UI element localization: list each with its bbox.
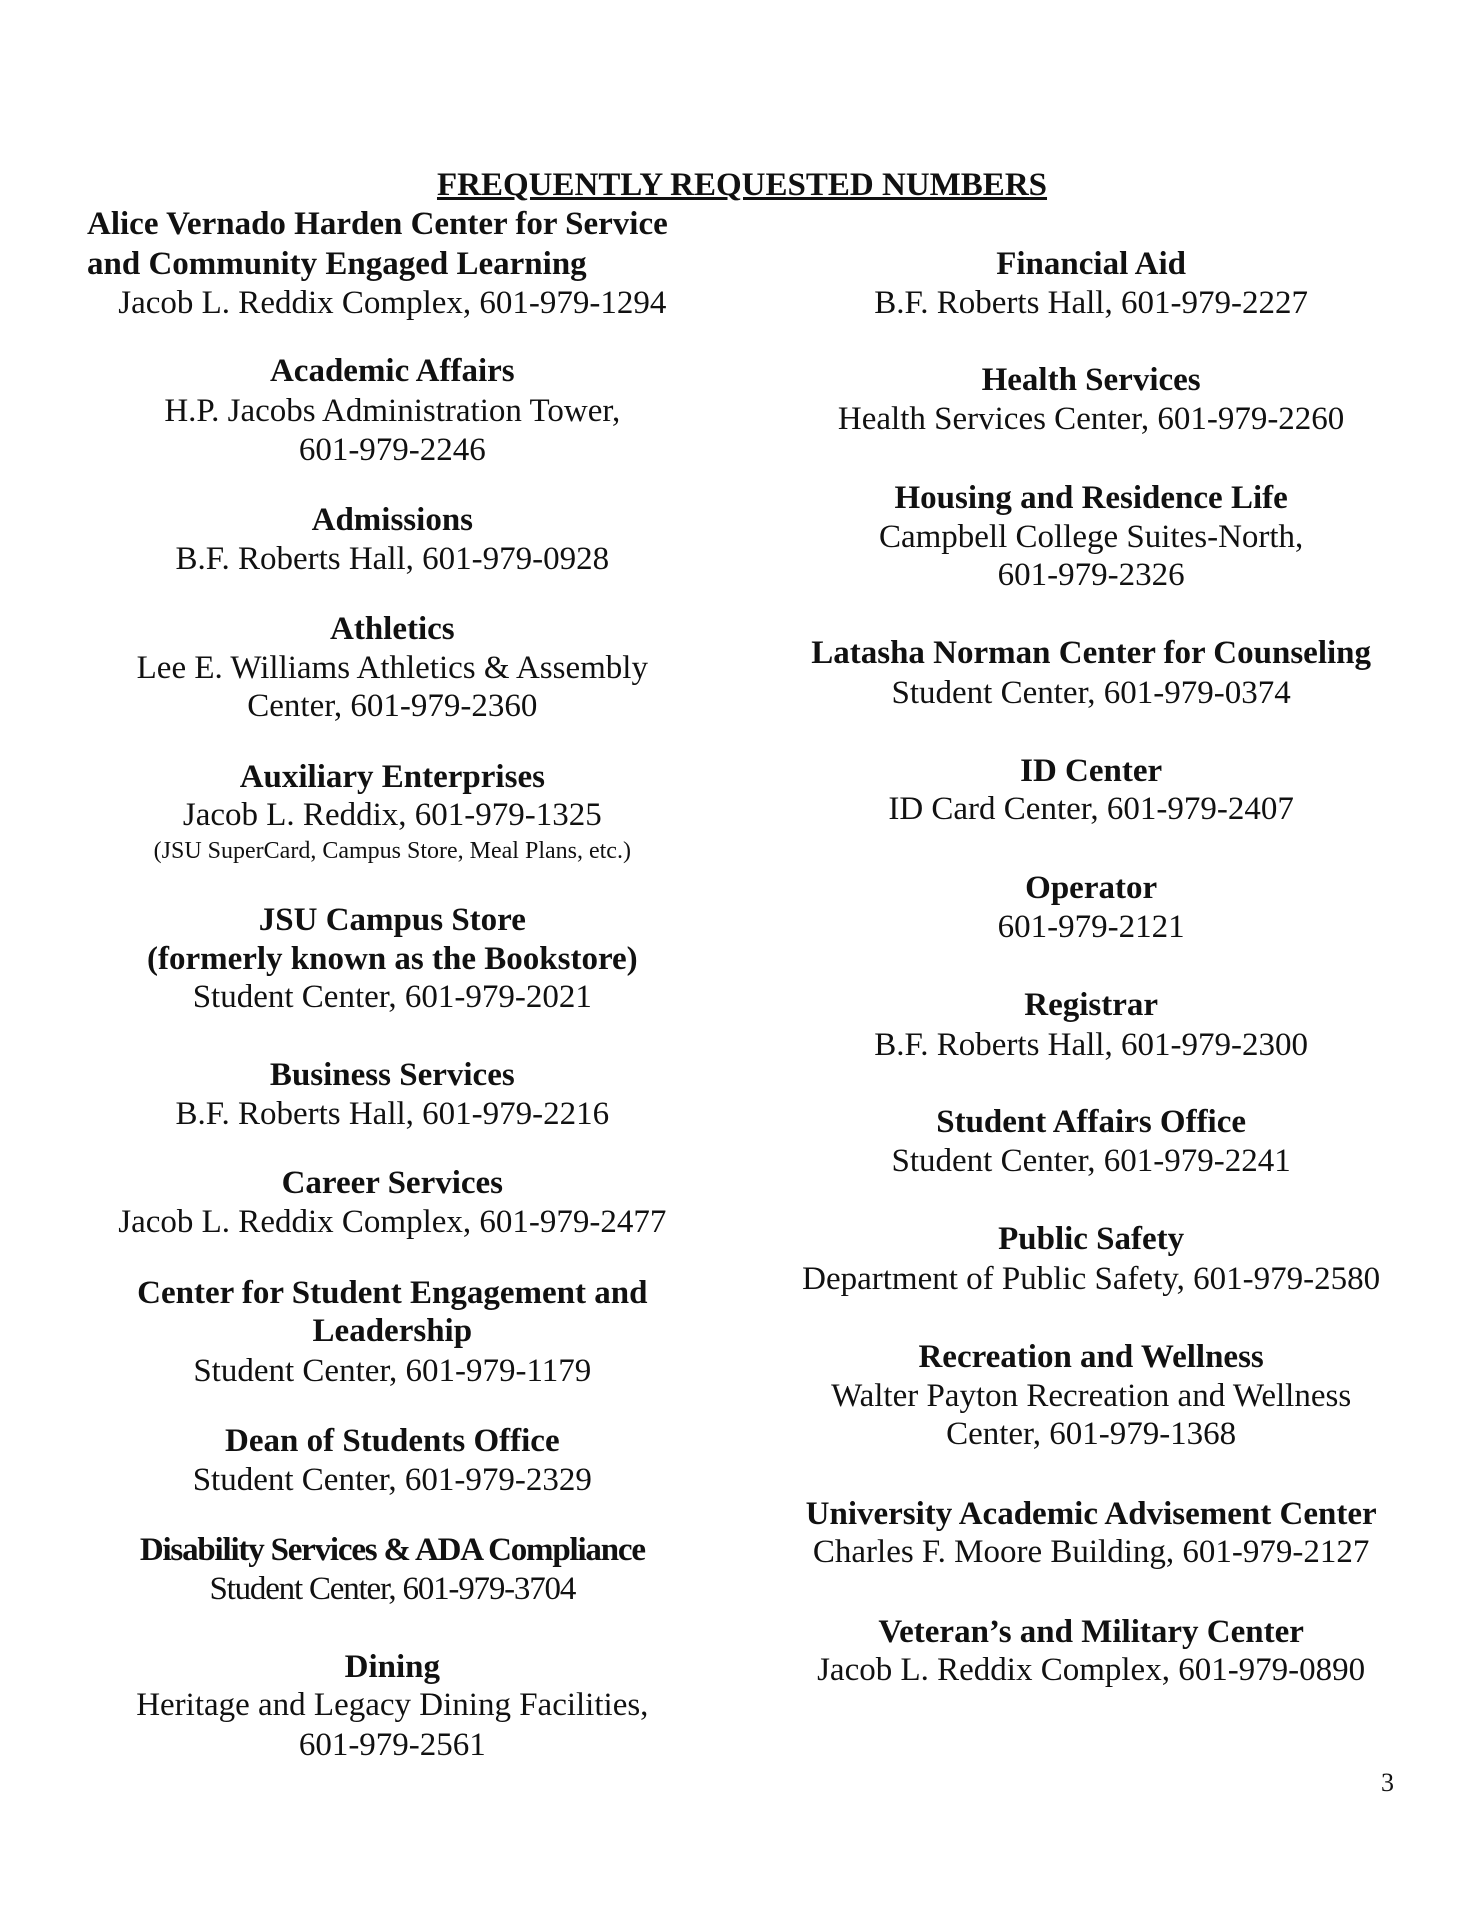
department-location-phone: 601-979-2246 [298,431,486,468]
department-name: University Academic Advisement Center [805,1496,1377,1533]
department-name: Dining [344,1649,440,1686]
department-location-phone: H.P. Jacobs Administration Tower, [164,392,621,429]
department-name: Financial Aid [996,245,1187,282]
department-name: and Community Engaged Learning [87,245,587,282]
department-location-phone: Student Center, 601-979-1179 [193,1352,592,1389]
department-name: Veteran’s and Military Center [878,1613,1304,1650]
department-name: ID Center [1020,753,1163,790]
department-location-phone: Student Center, 601-979-0374 [891,674,1291,711]
department-location-phone: B.F. Roberts Hall, 601-979-2216 [175,1096,610,1133]
department-name: Admissions [311,501,474,538]
department-location-phone: Student Center, 601-979-3704 [209,1570,576,1607]
department-location-phone: 601-979-2326 [997,556,1185,593]
department-name: Business Services [269,1057,515,1094]
department-location-phone: Campbell College Suites-North, [878,518,1304,555]
department-name: Center for Student Engagement and [137,1275,648,1312]
page-number: 3 [1381,1768,1394,1797]
department-name: Latasha Norman Center for Counseling [811,635,1372,672]
department-location-phone: B.F. Roberts Hall, 601-979-2227 [874,284,1308,321]
department-location-phone: Department of Public Safety, 601-979-2580 [802,1260,1381,1297]
department-name: Athletics [329,610,455,647]
department-location-phone: Student Center, 601-979-2329 [192,1461,592,1498]
department-location-phone: Jacob L. Reddix, 601-979-1325 [182,797,602,834]
department-location-phone: (JSU SuperCard, Campus Store, Meal Plans, etc.) [153,837,631,864]
department-location-phone: Center, 601-979-2360 [247,688,538,725]
department-name: Career Services [281,1165,504,1202]
department-location-phone: ID Card Center, 601-979-2407 [888,791,1294,828]
department-name: Student Affairs Office [936,1103,1247,1140]
department-name: Auxiliary Enterprises [239,759,545,796]
department-location-phone: Lee E. Williams Athletics & Assembly [136,650,648,687]
department-location-phone: Center, 601-979-1368 [946,1416,1237,1453]
department-location-phone: Jacob L. Reddix Complex, 601-979-1294 [118,284,667,321]
department-name: Dean of Students Office [225,1422,560,1459]
department-location-phone: 601-979-2121 [997,908,1185,945]
department-location-phone: B.F. Roberts Hall, 601-979-2300 [874,1026,1308,1063]
department-location-phone: Jacob L. Reddix Complex, 601-979-0890 [817,1651,1366,1688]
department-name: Operator [1025,869,1158,906]
department-name: Leadership [312,1313,473,1350]
department-name: Health Services [981,362,1201,399]
department-location-phone: Student Center, 601-979-2241 [891,1143,1291,1180]
department-name: Alice Vernado Harden Center for Service [87,206,668,243]
department-name: Housing and Residence Life [894,479,1288,516]
department-location-phone: Jacob L. Reddix Complex, 601-979-2477 [118,1204,667,1241]
page-title: FREQUENTLY REQUESTED NUMBERS [436,167,1048,203]
department-location-phone: Student Center, 601-979-2021 [192,978,592,1015]
department-name: Registrar [1024,987,1159,1024]
department-name: JSU Campus Store [258,901,526,938]
department-name: Disability Services & ADA Compliance [139,1531,645,1568]
department-location-phone: Walter Payton Recreation and Wellness [831,1378,1352,1415]
department-name: Public Safety [998,1221,1185,1258]
department-location-phone: Health Services Center, 601-979-2260 [837,401,1345,438]
department-location-phone: B.F. Roberts Hall, 601-979-0928 [175,541,610,578]
department-location-phone: Charles F. Moore Building, 601-979-2127 [812,1534,1370,1571]
department-name: Recreation and Wellness [918,1339,1264,1376]
department-name: (formerly known as the Bookstore) [146,940,638,977]
department-location-phone: Heritage and Legacy Dining Facilities, [136,1687,649,1724]
department-location-phone: 601-979-2561 [298,1726,486,1763]
department-name: Academic Affairs [269,353,515,390]
